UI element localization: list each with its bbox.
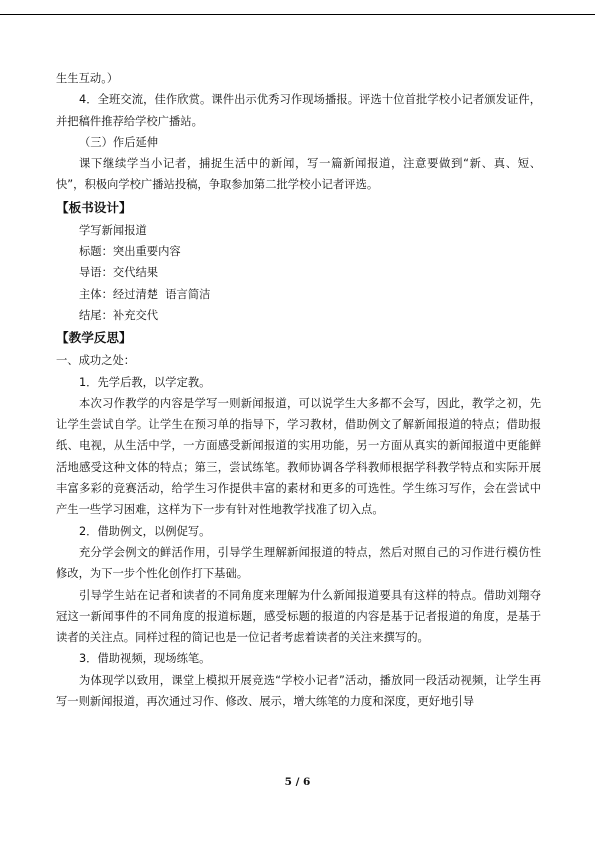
board-item: 学写新闻报道: [79, 223, 147, 237]
paragraph: 生生互动。）: [56, 72, 119, 85]
paragraph: 充分学会例文的鲜活作用，引导学生理解新闻报道的特点，然后对照自己的习作进行模仿性修改，为下一步个性化创作打下基础。: [56, 545, 541, 581]
paragraph: 1．先学后教，以学定教。: [79, 375, 211, 389]
paragraph: 本次习作教学的内容是学写一则新闻报道，可以说学生大多都不会写，因此，教学之初，先让学生尝试自学。让学生在预习单的指导下，学习教材，借助例文了解新闻报道的特点；借助报纸、电视，从生活中学，一方面感受新闻报道的实用功能，另一方面从真实的新闻报道中更能鲜活地感受这种文体的特点；第三，尝试练笔。教师协调各学科教师根据学科教学特点和实际开展丰富多彩的竞赛活动，给学生习作提供丰富的素材和更多的可选性。学生练习写作，会在尝试中产生一些学习困难，这样为下一步有针对性地教学找准了切入点。: [56, 396, 541, 517]
section-heading-board: 【板书设计】: [56, 199, 132, 215]
board-design: [56, 220, 541, 326]
board-item: 导语：交代结果: [79, 266, 159, 280]
header-rule: [0, 14, 595, 15]
section-heading-reflection: 【教学反思】: [56, 330, 132, 346]
paragraph: 课下继续学当小记者，捕捉生活中的新闻，写一篇新闻报道，注意要做到“新、真、短、快”，积极向学校广播站投稿，争取参加第二批学校小记者评选。: [56, 157, 541, 192]
paragraph: 一、成功之处：: [56, 354, 136, 368]
board-item: 结尾：补充交代: [79, 308, 159, 322]
document-body: [56, 68, 541, 712]
paragraph: 引导学生站在记者和读者的不同角度来理解为什么新闻报道要具有这样的特点。借助刘翔夺冠这一新闻事件的不同角度的报道标题，感受标题的报道的内容是基于记者报道的角度，是基于读者的关注点。同样过程的简记也是一位记者考虑着读者的关注来撰写的。: [56, 588, 541, 645]
paragraph: 2．借助例文，以例促写。: [79, 524, 211, 538]
board-item: 主体：经过清楚 语言简洁: [79, 287, 211, 301]
page-number: 5 / 6: [284, 776, 311, 788]
paragraph: 为体现学以致用，课堂上模拟开展竞选“学校小记者”活动，播放同一段活动视频，让学生再写一则新闻报道，再次通过习作、修改、展示，增大练笔的力度和深度，更好地引导: [56, 673, 541, 709]
board-item: 标题：突出重要内容: [79, 245, 181, 259]
paragraph: 3．借助视频，现场练笔。: [79, 652, 211, 666]
subsection-heading: （三）作后延伸: [79, 135, 159, 149]
paragraph: 4．全班交流，佳作欣赏。课件出示优秀习作现场播报。评选十位首批学校小记者颁发证件，并把稿件推荐给学校广播站。: [56, 93, 541, 128]
